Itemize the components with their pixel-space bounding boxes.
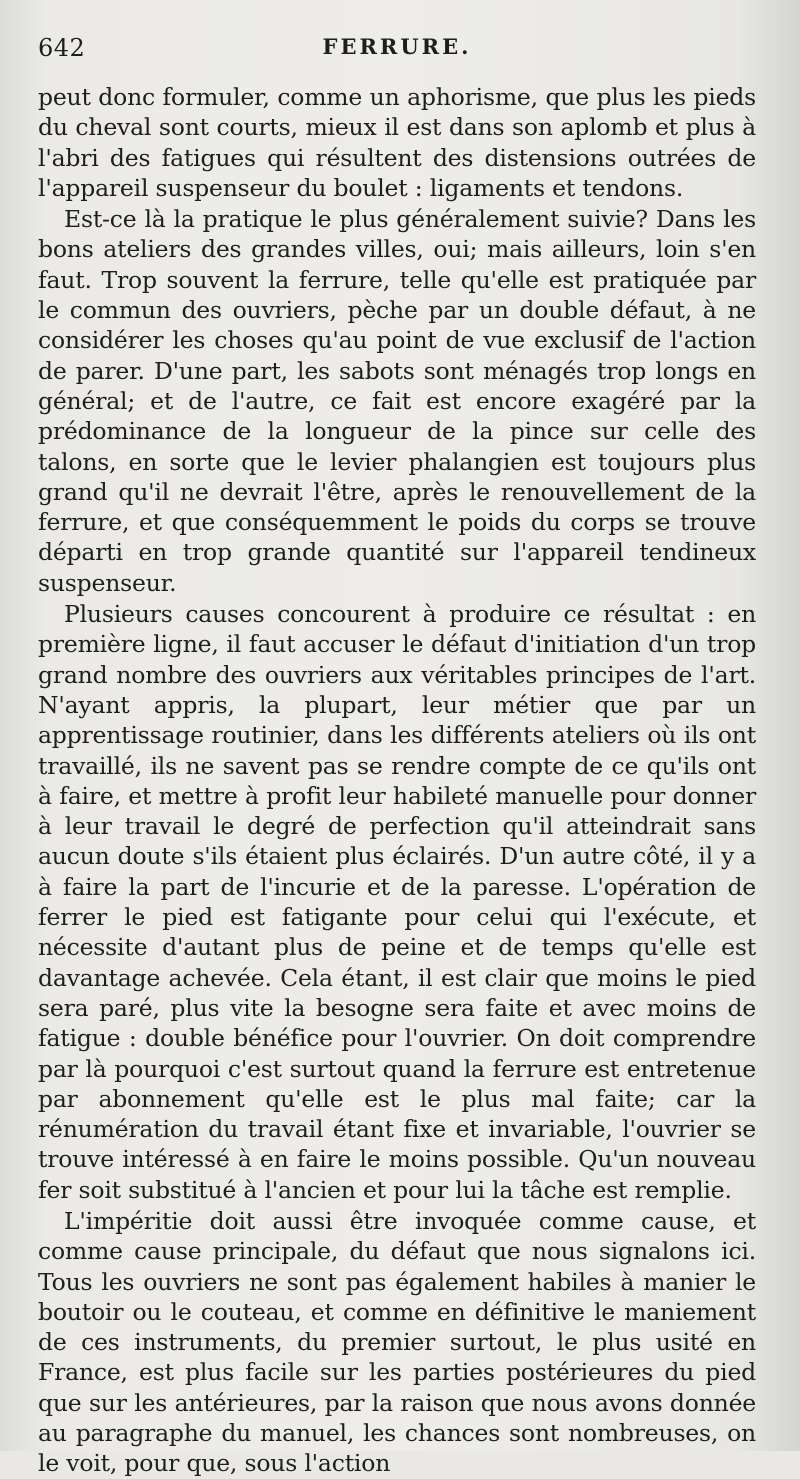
running-title: FERRURE. [322, 34, 472, 59]
paragraph: Plusieurs causes concourent à produire ce résultat : en première ligne, il faut accuser le défaut d'initiation d'un trop grand nombre des ouvriers aux véritables principes de l'art. N'ayant appris, la plupart, leur métier que par un apprentissage routinier, dans les différents ateliers où ils ont travaillé, ils ne savent pas se rendre compte de ce qu'ils ont à faire, et mettre à profit leur habileté manuelle pour donner à leur travail le degré de perfection qu'il atteindrait sans aucun doute s'ils étaient plus éclairés. D'un autre côté, il y a à faire la part de l'incurie et de la paresse. L'opération de ferrer le pied est fatigante pour celui qui l'exécute, et nécessite d'autant plus de peine et de temps qu'elle est davantage achevée. Cela étant, il est clair que moins le pied sera paré, plus vite la besogne sera faite et avec moins de fatigue : double bénéfice pour l'ouvrier. On doit comprendre par là pourquoi c'est surtout quand la ferrure est entretenue par abonnement qu'elle est le plus mal faite; car la rénumération du travail étant fixe et invariable, l'ouvrier se trouve intéressé à en faire le moins possible. Qu'un nouveau fer soit substitué à l'ancien et pour lui la tâche est remplie. [38, 600, 756, 1204]
paragraph: Est-ce là la pratique le plus généralement suivie? Dans les bons ateliers des grandes villes, oui; mais ailleurs, loin s'en faut. Trop souvent la ferrure, telle qu'elle est pratiquée par le commun des ouvriers, pèche par un double défaut, à ne considérer les choses qu'au point de vue exclusif de l'action de parer. D'une part, les sabots sont ménagés trop longs en général; et de l'autre, ce fait est encore exagéré par la prédominance de la longueur de la pince sur celle des talons, en sorte que le levier phalangien est toujours plus grand qu'il ne devrait l'être, après le renouvellement de la ferrure, et que conséquemment le poids du corps se trouve départi en trop grande quantité sur l'appareil tendineux suspenseur. [38, 205, 756, 597]
paragraph: L'impéritie doit aussi être invoquée comme cause, et comme cause principale, du défaut que nous signalons ici. Tous les ouvriers ne sont pas également habiles à manier le boutoir ou le couteau, et comme en définitive le maniement de ces instruments, du premier surtout, le plus usité en France, est plus facile sur les parties postérieures du pied que sur les antérieures, par la raison que nous avons donnée au paragraphe du manuel, les chances sont nombreuses, on le voit, pour que, sous l'action [38, 1206, 756, 1478]
page-header [38, 30, 756, 82]
page-number: 642 [38, 34, 86, 62]
paragraph-continued: peut donc formuler, comme un aphorisme, que plus les pieds du cheval sont courts, mieux il est dans son aplomb et plus à l'abri des fatigues qui résultent des distensions outrées de l'appareil suspenseur du boulet : ligaments et tendons. [38, 83, 756, 202]
body-text [38, 82, 756, 1479]
